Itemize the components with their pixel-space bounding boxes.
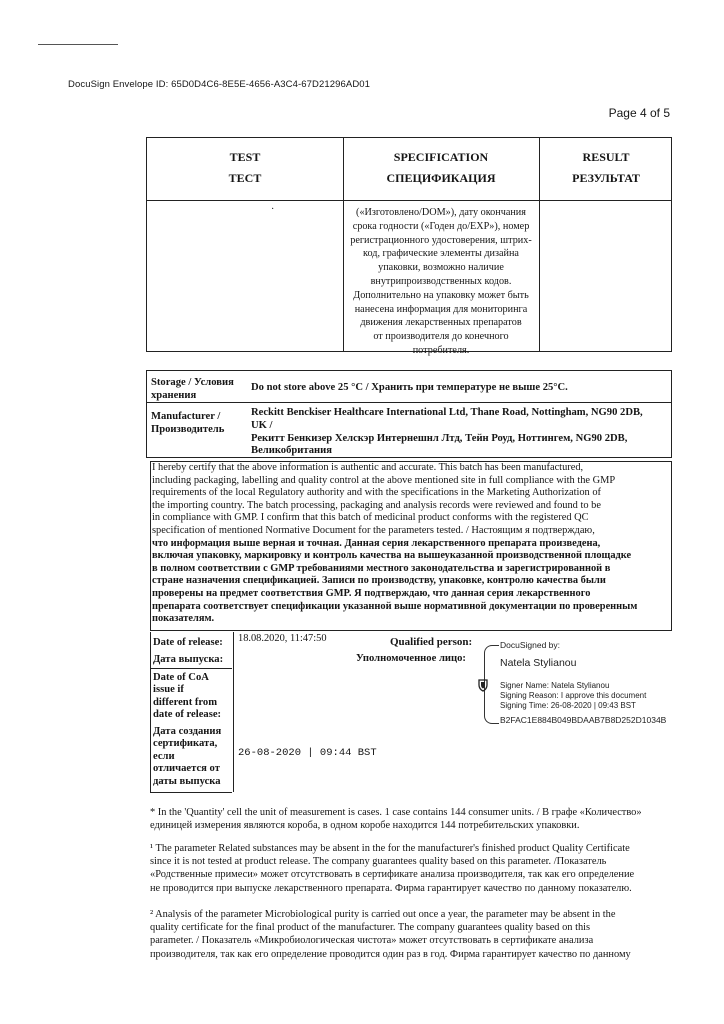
specification-cell bbox=[343, 206, 539, 358]
spec-line: внутрипроизводственных кодов. bbox=[370, 275, 512, 287]
cert-line: в полном соответствии с GMP требованиями местного законодательства и зарегистрированной в bbox=[152, 562, 611, 574]
header-result-ru: РЕЗУЛЬТАТ bbox=[572, 171, 640, 185]
footnote-line: * In the 'Quantity' cell the unit of measurement is cases. 1 case contains 144 consumer units. / В графе «Количество» bbox=[150, 807, 642, 818]
header-spec-en: SPECIFICATION bbox=[393, 150, 489, 164]
signer-details bbox=[500, 681, 646, 711]
date-of-release-en: Date of release: bbox=[153, 637, 223, 648]
coa-date-label-en bbox=[153, 672, 221, 722]
qualified-person-label-en: Qualified person: bbox=[390, 636, 473, 648]
footnote-related-substances bbox=[150, 842, 672, 895]
cert-line: включая упаковку, маркировку и контроль качества на вышеуказанной производственной площадке bbox=[152, 550, 632, 562]
manufacturer-line: Reckitt Benckiser Healthcare International Ltd, Thane Road, Nottingham, NG90 2DB, bbox=[251, 407, 643, 418]
docusign-header: DocuSigned by: bbox=[500, 640, 561, 650]
header-divider bbox=[147, 200, 671, 201]
spec-line: потребителя. bbox=[412, 344, 470, 356]
header-result-en: RESULT bbox=[582, 150, 630, 164]
coa-date-label-ru bbox=[153, 726, 221, 788]
header-test bbox=[147, 147, 343, 189]
header-specification bbox=[343, 147, 539, 189]
storage-label-ru: хранения bbox=[151, 389, 197, 401]
date-of-release-ru: Дата выпуска: bbox=[153, 654, 224, 666]
cert-line: the importing country. The batch processing, packaging and analysis records were reviewed and found to be bbox=[152, 499, 601, 511]
release-row-divider bbox=[150, 668, 232, 669]
date-of-release-label bbox=[153, 637, 223, 667]
test-cell: · bbox=[271, 204, 275, 215]
spec-line: срока годности («Годен до/EXP»), номер bbox=[352, 220, 530, 232]
manufacturer-label bbox=[151, 411, 224, 436]
footnote-line: parameter. / Показатель «Микробиологическая чистота» может отсутствовать в сертификате анализа bbox=[150, 935, 594, 947]
specification-table bbox=[146, 137, 672, 356]
coa-label-line: сертификата, bbox=[153, 738, 218, 750]
cert-line: стране назначения спецификацией. Записи по производству, упаковке, контролю качества были bbox=[152, 575, 606, 587]
footnote-line: quality certificate for the final product of the manufacturer. The company guarantees quality based on this bbox=[150, 922, 591, 934]
signature: Natela Stylianou bbox=[500, 657, 577, 669]
qualified-person-label-ru: Уполномоченное лицо: bbox=[356, 653, 466, 664]
cert-line: препарата соответствует спецификации указанной выше нормативной документации по проверенным bbox=[152, 600, 638, 612]
certification-statement bbox=[150, 461, 672, 631]
header-result bbox=[539, 147, 673, 189]
storage-label bbox=[151, 377, 234, 402]
coa-label-line: different from bbox=[153, 696, 218, 708]
header-test-en: TEST bbox=[229, 150, 261, 164]
envelope-id: DocuSign Envelope ID: 65D0D4C6-8E5E-4656-A3C4-67D21296AD01 bbox=[68, 79, 371, 90]
coa-label-line: issue if bbox=[153, 684, 184, 696]
cert-line: проверены на предмет соответствия GMP. Я подтверждаю, что данная серия лекарственного bbox=[152, 587, 591, 599]
row-divider bbox=[147, 402, 671, 403]
header-spec-ru: СПЕЦИФИКАЦИЯ bbox=[386, 171, 496, 185]
footnote-line: производителя, так как его определение проводится один раз в год. Фирма гарантирует качество по данному bbox=[150, 948, 631, 960]
coa-label-line: если bbox=[153, 750, 175, 762]
footnote-microbiological-purity bbox=[150, 908, 672, 961]
release-bottom-border bbox=[150, 792, 232, 793]
spec-line: регистрационного удостоверения, штрих- bbox=[350, 234, 532, 246]
footnote-quantity bbox=[150, 806, 672, 832]
top-rule bbox=[38, 44, 118, 45]
spec-line: от производителя до конечного bbox=[373, 331, 509, 343]
footnote-line: since it is not tested at product release. The company guarantees quality based on this parameter. /Показатель bbox=[150, 856, 607, 868]
cert-line: что информация выше верная и точная. Данная серия лекарственного препарата произведена, bbox=[152, 537, 601, 549]
cert-line: specification of mentioned Normative Document for the parameters tested. / Настоящим я подтверждаю, bbox=[152, 524, 595, 536]
coa-label-line: даты выпуска bbox=[153, 775, 221, 787]
footnote-line: «Родственные примеси» может отсутствовать в сертификате анализа производителя, так как его определение bbox=[150, 869, 635, 881]
cert-line: I hereby certify that the above information is authentic and accurate. This batch has been manufactured, bbox=[152, 462, 584, 473]
spec-line: нанесена информация для мониторинга bbox=[354, 303, 528, 315]
signing-time: Signing Time: 26-08-2020 | 09:43 BST bbox=[500, 701, 636, 710]
spec-line: Дополнительно на упаковку может быть bbox=[353, 289, 529, 301]
coa-date-value: 26-08-2020 | 09:44 BST bbox=[238, 747, 377, 759]
manufacturer-value bbox=[251, 407, 669, 458]
spec-line: упаковки, возможно наличие bbox=[378, 262, 504, 274]
page-number: Page 4 of 5 bbox=[608, 106, 670, 120]
spec-line: движения лекарственных препаратов bbox=[360, 317, 522, 329]
storage-label-en: Storage / Условия bbox=[151, 377, 234, 388]
manufacturer-line: UK / bbox=[251, 419, 273, 431]
manufacturer-line: Великобритания bbox=[251, 445, 332, 457]
footnote-line: не проводится при выпуске лекарственного препарата. Фирма гарантирует качество по данному показателю. bbox=[150, 882, 632, 894]
cert-line: requirements of the local Regulatory authority and with the specifications in the Marketing Authorization of bbox=[152, 487, 601, 499]
signer-name: Signer Name: Natela Stylianou bbox=[500, 681, 610, 690]
spec-line: («Изготовлено/DOM»), дату окончания bbox=[356, 207, 526, 218]
manufacturer-line: Рекитт Бенкизер Хелскэр Интернешнл Лтд, Тейн Роуд, Ноттингем, NG90 2DB, bbox=[251, 432, 628, 444]
storage-value: Do not store above 25 °C / Хранить при температуре не выше 25°C. bbox=[251, 382, 568, 393]
cert-line: показателям. bbox=[152, 613, 215, 625]
signing-reason: Signing Reason: I approve this document bbox=[500, 691, 647, 700]
footnote-line: ² Analysis of the parameter Microbiological purity is carried out once a year, the parameter may be absent in the bbox=[150, 909, 616, 920]
cert-line: including packaging, labelling and quality control at the above mentioned site in full compliance with the GMP bbox=[152, 474, 616, 486]
storage-manufacturer-table bbox=[146, 370, 672, 458]
coa-label-line: Date of CoA bbox=[153, 672, 209, 683]
date-of-release-value: 18.08.2020, 11:47:50 bbox=[238, 633, 327, 644]
footnote-line: ¹ The parameter Related substances may be absent in the for the manufacturer's finished product Quality Certificate bbox=[150, 843, 630, 854]
footnote-line: единицей измерения являются короба, в одном коробе находится 144 потребительских упаковки. bbox=[150, 820, 580, 832]
shield-icon bbox=[478, 679, 488, 697]
signature-hash: B2FAC1E884B049BDAAB7B8D252D1034B bbox=[500, 715, 667, 725]
manufacturer-label-en: Manufacturer / bbox=[151, 411, 221, 422]
coa-label-line: отличается от bbox=[153, 763, 220, 775]
coa-label-line: Дата создания bbox=[153, 726, 222, 737]
coa-label-line: date of release: bbox=[153, 709, 222, 721]
manufacturer-label-ru: Производитель bbox=[151, 423, 225, 435]
spec-line: код, графические элементы дизайна bbox=[363, 248, 519, 260]
header-test-ru: ТЕСТ bbox=[228, 171, 262, 185]
cert-line: in compliance with GMP. I confirm that this batch of medicinal product conforms with the registered QC bbox=[152, 512, 589, 524]
